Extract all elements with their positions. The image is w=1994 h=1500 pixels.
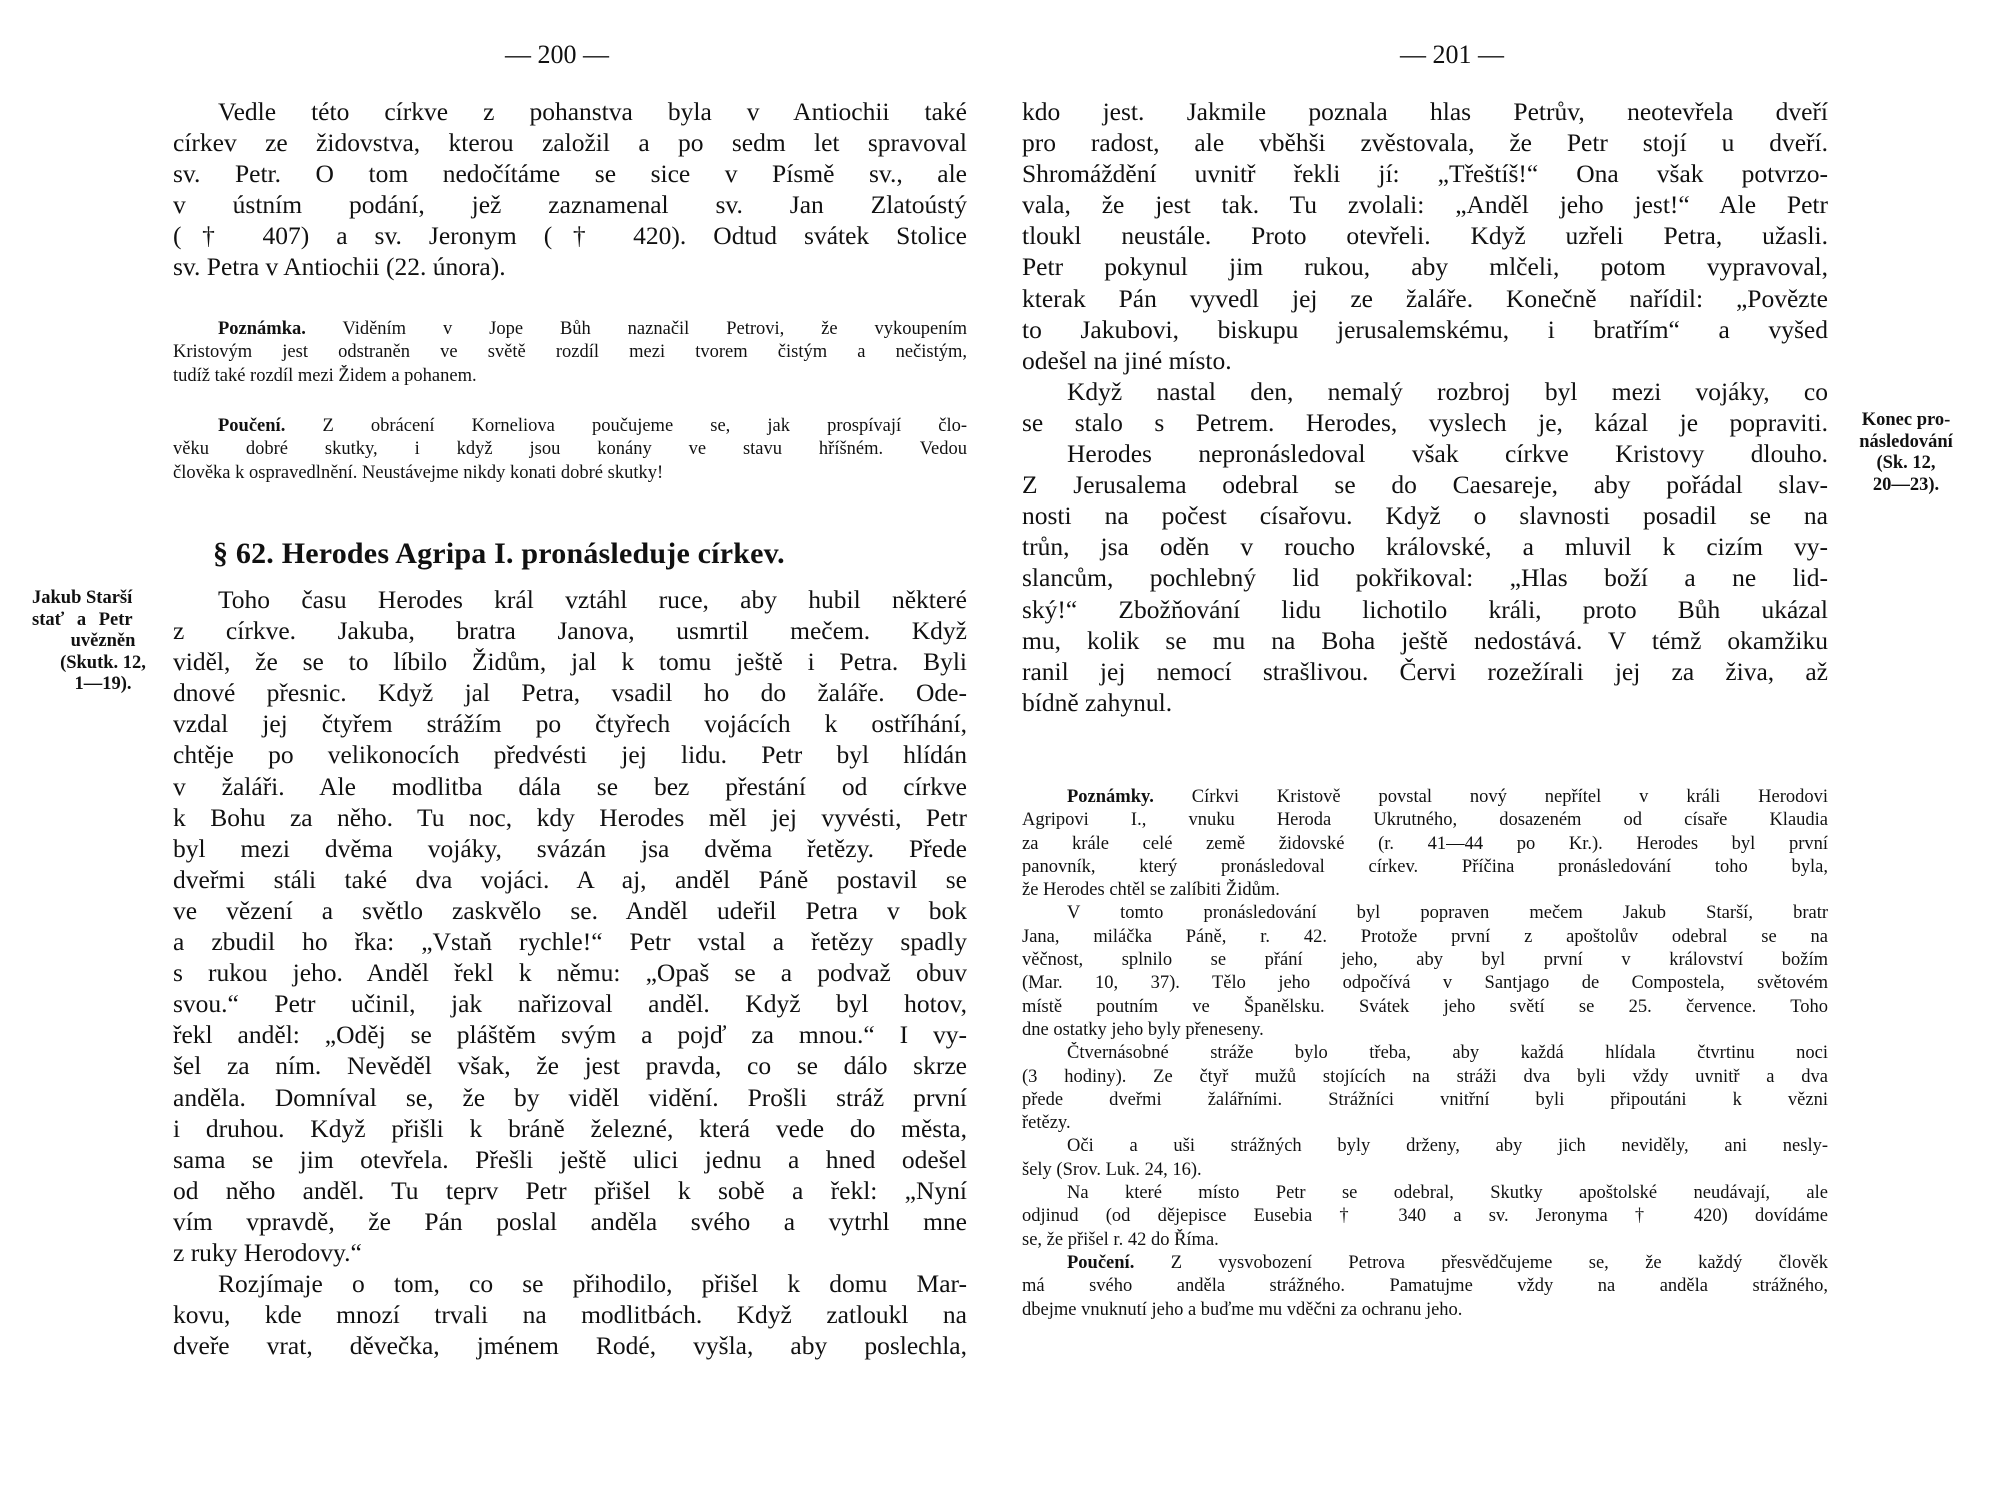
text-line: z ruky Herodovy.“ [173,1237,362,1267]
note-line: dne ostatky jeho byly přeneseny. [1022,1019,1264,1040]
text-line: vala, že jest tak. Tu zvolali: „Anděl jeho jest!“ Ale Petr [1022,190,1828,220]
text-line: anděla. Domníval se, že by viděl vidění. Prošli stráž první [173,1082,967,1112]
text-line: dveře vrat, děvečka, jménem Rodé, vyšla, aby poslechla, [173,1331,967,1361]
text-line: v žaláři. Ale modlitba dála se bez přestání od církve [173,771,967,801]
note-line: věku dobré skutky, i když jsou konány ve stavu hříšném. Vedou [173,439,967,460]
note-line: přede dveřmi žalářními. Strážníci vnitřní byli připoutáni k vězni [1022,1089,1828,1110]
text-line: v ústním podání, jež zaznamenal sv. Jan Zlatoústý [173,190,967,220]
note-line: Agripovi I., vnuku Heroda Ukrutného, dosazeném od císaře Klaudia [1022,810,1828,831]
text-line: z církve. Jakuba, bratra Janova, usmrtil mečem. Když [173,616,967,646]
text-line: kovu, kde mnozí trvali na modlitbách. Když zatloukl na [173,1300,967,1330]
note-label: Poučení. [1067,1252,1135,1273]
text-line: viděl, že se to líbilo Židům, jal k tomu ještě i Petra. Byli [173,647,967,677]
note-line: dbejme vnuknutí jeho a buďme mu vděčni za ochranu jeho. [1022,1299,1463,1320]
text-line: trůn, jsa oděn v roucho královské, a mluvil k cizím vy- [1022,532,1828,562]
text-line: se stalo s Petrem. Herodes, vyslech je, kázal je popraviti. [1022,407,1828,437]
note-line: Jana, miláčka Páně, r. 42. Protože první z apoštolův odebral se na [1022,926,1828,947]
note-line: řetězy. [1022,1113,1071,1134]
text-line: odešel na jiné místo. [1022,345,1232,375]
note-line: Oči a uši strážných byly drženy, aby jich neviděly, ani nesly- [1067,1136,1828,1157]
text-line: nosti na počest císařovu. Když o slavnosti posadil se na [1022,501,1828,531]
text-line: slancům, pochlebný lid pokřikoval: „Hlas boží a ne lid- [1022,563,1828,593]
note-line: věčnost, splnilo se přání jeho, aby byl první v království božím [1022,950,1828,971]
text-line: ve vězení a světlo zaskvělo se. Anděl udeřil Petra v bok [173,895,967,925]
text-line: Petr pokynul jim rukou, aby mlčeli, potom vypravoval, [1022,252,1828,282]
text-line: Shromáždění uvnitř řekli jí: „Třeštíš!“ Ona však potvrzo- [1022,159,1828,189]
note-label: Poučení. [218,416,286,436]
note-label: Poznámky. [1067,787,1154,807]
text-line: († 407) a sv. Jeronym († 420). Odtud svátek Stolice [173,221,967,251]
text-line: církev ze židovstva, kterou založil a po sedm let spravoval [173,128,967,158]
note-label: Poznámka. [218,319,306,339]
note-line: šely (Srov. Luk. 24, 16). [1022,1159,1202,1180]
note-line: Poznámka. Viděním v Jope Bůh naznačil Petrovi, že vykoupením [218,319,967,339]
right-page [997,0,1994,1500]
note-line: tudíž také rozdíl mezi Židem a pohanem. [173,365,477,386]
note-line: Poučení. Z obrácení Korneliova poučujeme se, jak prospívají člo- [218,416,967,436]
note-line: za krále celé země židovské (r. 41—44 po Kr.). Herodes byl první [1022,833,1828,854]
text-line: Toho času Herodes král vztáhl ruce, aby hubil některé [218,585,967,614]
margin-note: Konec pro- následování (Sk. 12, 20—23). [1859,410,1953,495]
note-line: Na které místo Petr se odebral, Skutky apoštolské neudávají, ale [1067,1183,1828,1204]
text-line: pro radost, ale vběhši zvěstovala, že Petr stojí u dveří. [1022,128,1828,158]
text-line: sv. Petr. O tom nedočítáme se sice v Písmě sv., ale [173,159,967,189]
note-line: panovník, který pronásledoval církev. Příčina pronásledování toho byla, [1022,856,1828,877]
text-line: k Bohu za něho. Tu noc, kdy Herodes měl jej vyvésti, Petr [173,802,967,832]
text-line: řekl anděl: „Oděj se pláštěm svým a pojď za mnou.“ I vy- [173,1020,967,1050]
text-line: Když nastal den, nemalý rozbroj byl mezi vojáky, co [1067,376,1828,406]
text-line: tloukl neustále. Proto otevřeli. Když uzřeli Petra, užasli. [1022,221,1828,251]
note-line: (3 hodiny). Ze čtyř mužů stojících na stráži dva byli vždy uvnitř a dva [1022,1066,1828,1087]
text-line: chtěje po velikonocích předvésti jej lidu. Petr byl hlídán [173,740,967,770]
text-line: a zbudil ho řka: „Vstaň rychle!“ Petr vstal a řetězy spadly [173,927,967,957]
continuation-paragraph [1022,96,1828,718]
text-line: Rozjímaje o tom, co se přihodilo, přišel k domu Mar- [218,1269,967,1299]
text-line: Herodes nepronásledoval však církve Kristovy dlouho. [1067,439,1828,469]
text-line: vzdal jej čtyřem strážím po čtyřech vojácích k ostříhání, [173,709,967,739]
text-line: ský!“ Zbožňování lidu lichotilo králi, proto Bůh ukázal [1022,594,1828,624]
note-line: místě poutním ve Španělsku. Svátek jeho světí se 25. července. Toho [1022,996,1828,1017]
text-line: to Jakubovi, biskupu jerusalemskému, i bratřím“ a vyšed [1022,314,1828,344]
text-line: od něho anděl. Tu teprv Petr přišel k sobě a řekl: „Nyní [173,1175,967,1205]
text-line: šel za ním. Nevěděl však, že jest pravda, co se dálo skrze [173,1051,967,1081]
text-line: Vedle této církve z pohanstva byla v Antiochii také [218,97,967,126]
intro-paragraph [173,96,967,283]
text-line: byl mezi dvěma vojáky, svázán jsa dvěma řetězy. Přede [173,833,967,863]
note-line: Čtvernásobné stráže bylo třeba, aby každá hlídala čtvrtinu noci [1067,1043,1828,1064]
text-line: Z Jerusalema odebral se do Caesareje, aby pořádal slav- [1022,470,1828,500]
text-line: mu, kolik se mu na Boha ještě nedostává. V témž okamžiku [1022,625,1828,655]
text-line: vím vpravdě, že Pán poslal anděla svého a vytrhl mne [173,1206,967,1236]
page-number: — 200 — [505,40,609,69]
text-line: bídně zahynul. [1022,687,1173,717]
note-line: Poučení. Z vysvobození Petrova přesvědčujeme se, že každý člověk [1067,1252,1828,1273]
section-heading-wrap [213,536,1007,572]
text-line: kterak Pán vyvedl jej ze žaláře. Konečně nařídil: „Povězte [1022,283,1828,313]
note-line: Poznámky. Církvi Kristově povstal nový nepřítel v králi Herodovi [1067,787,1828,807]
text-line: kdo jest. Jakmile poznala hlas Petrův, neotevřela dveří [1022,97,1828,126]
section-body [173,584,967,1361]
note-line: se, že přišel r. 42 do Říma. [1022,1229,1219,1250]
text-line: svou.“ Petr učinil, jak nařizoval anděl. Když byl hotov, [173,989,967,1019]
note-line: V tomto pronásledování byl popraven mečem Jakub Starší, bratr [1067,903,1828,924]
note-line: odjinud (od dějepisce Eusebia † 340 a sv. Jeronyma † 420) dovídáme [1022,1206,1828,1227]
note-line: člověka k ospravedlnění. Neustávejme nikdy konati dobré skutky! [173,462,664,483]
text-line: dveřmi stáli také dva vojáci. A aj, anděl Páně postavil se [173,864,967,894]
page-number: — 201 — [1400,40,1504,69]
text-line: sama se jim otevřela. Přešli ještě ulici jednu a hned odešel [173,1144,967,1174]
note-line: má svého anděla strážného. Pamatujme vždy na anděla strážného, [1022,1276,1828,1297]
section-heading: § 62. Herodes Agripa I. pronásleduje církev. [213,537,785,570]
text-line: dnové přesnic. Když jal Petra, vsadil ho do žaláře. Ode- [173,678,967,708]
text-line: i druhou. Když přišli k bráně železné, která vede do města, [173,1113,967,1143]
text-line: sv. Petra v Antiochii (22. února). [173,252,506,282]
note-line: (Mar. 10, 37). Tělo jeho odpočívá v Santjago de Compostela, světovém [1022,973,1828,994]
text-line: ranil jej nemocí strašlivou. Červi rozežírali jej za živa, až [1022,656,1828,686]
note-line: že Herodes chtěl se zalíbiti Židům. [1022,880,1280,901]
note-line: Kristovým jest odstraněn ve světě rozdíl mezi tvorem čistým a nečistým, [173,342,967,363]
note-pouceni [173,415,967,485]
text-line: s rukou jeho. Anděl řekl k němu: „Opaš se a podvaž obuv [173,958,967,988]
margin-note: Jakub Starší stať a Petr uvězněn (Skutk. 12, 1—19). [32,588,146,695]
note-poznamka [173,318,967,388]
notes-block [1022,786,1828,1322]
